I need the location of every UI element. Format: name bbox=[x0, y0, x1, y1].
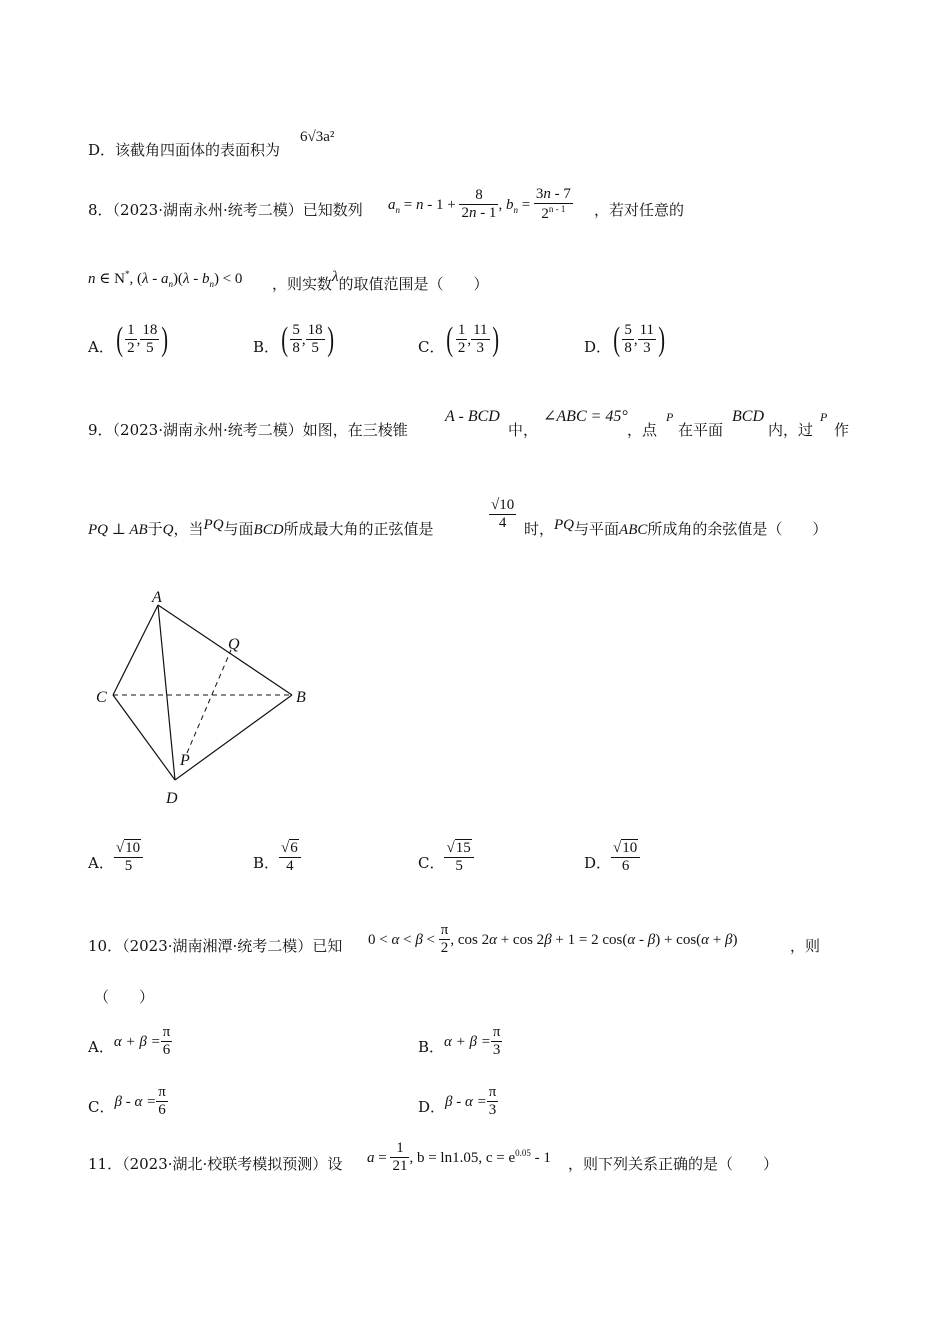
question-number: 10． bbox=[88, 937, 123, 955]
q11-formula: a = $\frac{1}{21}$ , b = ln1.05, $c = e^{0.05} - 1$ bbox=[367, 1140, 551, 1175]
q10-option-c[interactable] bbox=[88, 1084, 168, 1120]
option-label: C． bbox=[88, 1097, 115, 1116]
option-expression: β - α = bbox=[114, 1093, 157, 1110]
q9-inner-text: 内，过 bbox=[768, 421, 814, 439]
fraction-numerator: 18 bbox=[140, 322, 159, 340]
option-label: D． bbox=[584, 337, 612, 356]
point-q: Q bbox=[162, 522, 174, 538]
fraction-numerator: 1 bbox=[456, 322, 468, 340]
edge-ab bbox=[158, 605, 292, 695]
option-expression: α + β = bbox=[113, 1033, 161, 1050]
segment-pq: PQ bbox=[554, 517, 575, 533]
fraction-numerator: 18 bbox=[306, 322, 325, 340]
question-source: （2023·湖南永州·统考二模） bbox=[112, 201, 303, 219]
stem-text: ，当 bbox=[173, 520, 204, 538]
fraction-denominator: 5 bbox=[455, 858, 463, 875]
stem-text: 时， bbox=[524, 520, 555, 538]
fraction-denominator: 8 bbox=[292, 340, 300, 357]
label-p: P bbox=[180, 752, 190, 769]
q9-option-a[interactable]: A． $\frac{√10}{5}$ bbox=[88, 840, 143, 876]
stem-text: 所成角的余弦值是（ ） bbox=[647, 520, 828, 538]
question-number: 9． bbox=[88, 421, 113, 439]
b-c-expression: , b = ln1.05, c = e bbox=[409, 1149, 516, 1166]
fraction-denominator: 8 bbox=[624, 340, 632, 357]
question-source: （2023·湖北·校联考模拟预测） bbox=[122, 1155, 328, 1173]
edge-bd bbox=[175, 695, 292, 780]
option-label: A． bbox=[88, 853, 114, 872]
q8-option-d[interactable]: D．( $\frac{5}{8}$ , $\frac{11}{3}$ ) bbox=[584, 320, 666, 358]
exponent: 0.05 bbox=[515, 1147, 531, 1158]
q9-plane-text: 在平面 bbox=[678, 421, 724, 439]
radicand: 15 bbox=[455, 840, 471, 856]
option-label: B． bbox=[418, 1037, 445, 1056]
edge-ad bbox=[158, 605, 175, 780]
fraction-denominator: 3 bbox=[643, 340, 651, 357]
radicand: 10 bbox=[125, 840, 141, 856]
radicand: 10 bbox=[622, 840, 638, 856]
q9-stem-line-1 bbox=[88, 423, 408, 438]
fraction-denominator: 4 bbox=[286, 858, 294, 875]
q8-option-b[interactable]: B．( $\frac{5}{8}$ , $\frac{18}{5}$ ) bbox=[253, 320, 334, 358]
q10-option-d[interactable] bbox=[418, 1084, 498, 1120]
q10-stem-tail: ，则 bbox=[790, 937, 821, 955]
q8-option-c[interactable]: C．( $\frac{1}{2}$ , $\frac{11}{3}$ ) bbox=[418, 320, 499, 358]
q11-stem bbox=[88, 1157, 342, 1172]
option-label: D． bbox=[88, 141, 116, 159]
stem-text: 与平面 bbox=[574, 520, 620, 538]
q8-sequence-formula: $a_n = n - 1$ + $\frac{8}{2n - 1}$ , $b_n$ = $\frac{3n - 7}{2^{n - 1}}$ bbox=[388, 186, 571, 223]
option-label: A． bbox=[88, 337, 114, 356]
q8-stem-line-2-text bbox=[272, 269, 489, 293]
fraction-numerator: 11 bbox=[638, 322, 656, 340]
tetrahedron-figure bbox=[90, 585, 320, 815]
q10-condition-formula: 0 < α < β < $\frac{\pi}{2}$ , cos 2α + cos 2β + 1 = 2 cos(α - β) + cos(α + β) bbox=[368, 922, 738, 957]
q9-angle-condition: ∠ABC = 45° bbox=[543, 408, 628, 425]
q9-sine-fraction bbox=[489, 497, 516, 533]
q8-option-a[interactable]: A．( $\frac{1}{2}$ , $\frac{18}{5}$ ) bbox=[88, 320, 169, 358]
question-number: 8． bbox=[88, 201, 113, 219]
label-a: A bbox=[152, 589, 162, 606]
fraction-numerator: 5 bbox=[622, 322, 634, 340]
stem-text: 已知 bbox=[312, 937, 343, 955]
q9-make-text: 作 bbox=[834, 421, 850, 439]
fraction-denominator: 6 bbox=[162, 1042, 171, 1059]
q11-stem-tail: ，则下列关系正确的是（ ） bbox=[568, 1155, 779, 1173]
option-label: B． bbox=[253, 853, 280, 872]
fraction-denominator: 5 bbox=[146, 340, 154, 357]
radicand: 6 bbox=[290, 840, 298, 856]
q9-stem-line-2 bbox=[88, 517, 434, 538]
fraction-numerator: √10 bbox=[489, 497, 516, 515]
q10-blank: （ ） bbox=[94, 988, 155, 1006]
stem-text: ，则实数 bbox=[272, 275, 333, 293]
option-label: A． bbox=[88, 1037, 114, 1056]
surface-area-math: 6√3a² bbox=[300, 129, 335, 145]
fraction-denominator: 21 bbox=[392, 1158, 408, 1175]
stem-text: 已知数列 bbox=[302, 201, 363, 219]
option-label: D． bbox=[584, 853, 612, 872]
q10-stem bbox=[88, 939, 342, 954]
q9-point-text: ，点 bbox=[627, 421, 658, 439]
q10-option-a[interactable] bbox=[88, 1024, 172, 1060]
perpendicular-condition: PQ ⊥ AB bbox=[88, 522, 148, 538]
stem-text: 与面 bbox=[223, 520, 254, 538]
option-expression: α + β = bbox=[444, 1033, 491, 1050]
q8-stem-tail bbox=[594, 203, 684, 218]
fraction-numerator: 1 bbox=[125, 322, 137, 340]
plane-bcd: BCD bbox=[253, 522, 284, 538]
fraction-denominator: 3 bbox=[492, 1042, 501, 1059]
stem-text: 如图，在三棱锥 bbox=[302, 421, 408, 439]
plane-abc: ABC bbox=[619, 522, 648, 538]
q7-surface-area-expression bbox=[300, 130, 334, 145]
q9-point-p: P bbox=[666, 410, 674, 424]
stem-text: 于 bbox=[147, 520, 163, 538]
label-d: D bbox=[166, 790, 178, 807]
fraction-numerator: π bbox=[156, 1084, 168, 1102]
fraction-denominator: 6 bbox=[158, 1102, 166, 1119]
c-tail: - 1 bbox=[530, 1149, 551, 1166]
option-label: D． bbox=[418, 1097, 446, 1116]
fraction-denominator: 6 bbox=[621, 858, 630, 875]
q8-stem-line-2: n ∈ N*, $(\lambda - a_n)(\lambda - b_n) < 0$ bbox=[88, 269, 243, 289]
stem-text: 设 bbox=[327, 1155, 343, 1173]
fraction-denominator: 3 bbox=[488, 1102, 497, 1119]
q10-option-b[interactable] bbox=[418, 1024, 502, 1060]
fraction-denominator: 4 bbox=[498, 515, 507, 532]
label-b: B bbox=[296, 689, 306, 706]
lambda-symbol: λ bbox=[332, 269, 339, 285]
option-label: C． bbox=[418, 853, 445, 872]
stem-text: 的取值范围是（ ） bbox=[338, 275, 489, 293]
stem-text: ，若对任意的 bbox=[594, 201, 685, 219]
edge-cd bbox=[113, 695, 175, 780]
label-c: C bbox=[96, 689, 107, 706]
q9-stem-mid: 中， bbox=[508, 421, 539, 439]
option-label: C． bbox=[418, 337, 445, 356]
segment-pq-hidden bbox=[187, 650, 231, 753]
fraction-denominator: 5 bbox=[311, 340, 319, 357]
q7-option-d bbox=[88, 143, 280, 158]
fraction-numerator: 5 bbox=[290, 322, 302, 340]
q9-option-b[interactable]: B． $\frac{√6}{4}$ bbox=[253, 840, 301, 876]
q9-tetrahedron-name: A - BCD bbox=[445, 408, 500, 425]
fraction-numerator: 1 bbox=[390, 1140, 409, 1158]
q9-point-p-2: P bbox=[820, 410, 828, 424]
option-label: B． bbox=[253, 337, 280, 356]
q9-option-d[interactable]: D． $\frac{√10}{6}$ bbox=[584, 840, 640, 876]
fraction-numerator: π bbox=[487, 1084, 499, 1102]
question-source: （2023·湖南永州·统考二模） bbox=[112, 421, 303, 439]
q8-stem-line-1 bbox=[88, 203, 363, 218]
stem-text: 所成最大角的正弦值是 bbox=[283, 520, 434, 538]
label-q: Q bbox=[228, 636, 240, 653]
fraction-numerator: π bbox=[491, 1024, 503, 1042]
fraction-denominator: 5 bbox=[124, 858, 133, 875]
fraction-numerator: 11 bbox=[471, 322, 489, 340]
q9-stem-line-2-tail bbox=[524, 517, 828, 538]
fraction-numerator: π bbox=[161, 1024, 173, 1042]
question-number: 11． bbox=[88, 1155, 123, 1173]
option-text: 该截角四面体的表面积为 bbox=[115, 141, 281, 159]
segment-pq: PQ bbox=[203, 517, 224, 533]
option-expression: β - α = bbox=[445, 1093, 487, 1110]
question-source: （2023·湖南湘潭·统考二模） bbox=[122, 937, 313, 955]
q9-plane-bcd: BCD bbox=[732, 408, 764, 425]
fraction-denominator: 2 bbox=[127, 340, 135, 357]
fraction-denominator: 3 bbox=[476, 340, 485, 357]
edge-ac bbox=[113, 605, 158, 695]
fraction-denominator: 2 bbox=[457, 340, 466, 357]
q9-option-c[interactable]: C． $\frac{√15}{5}$ bbox=[418, 840, 474, 876]
